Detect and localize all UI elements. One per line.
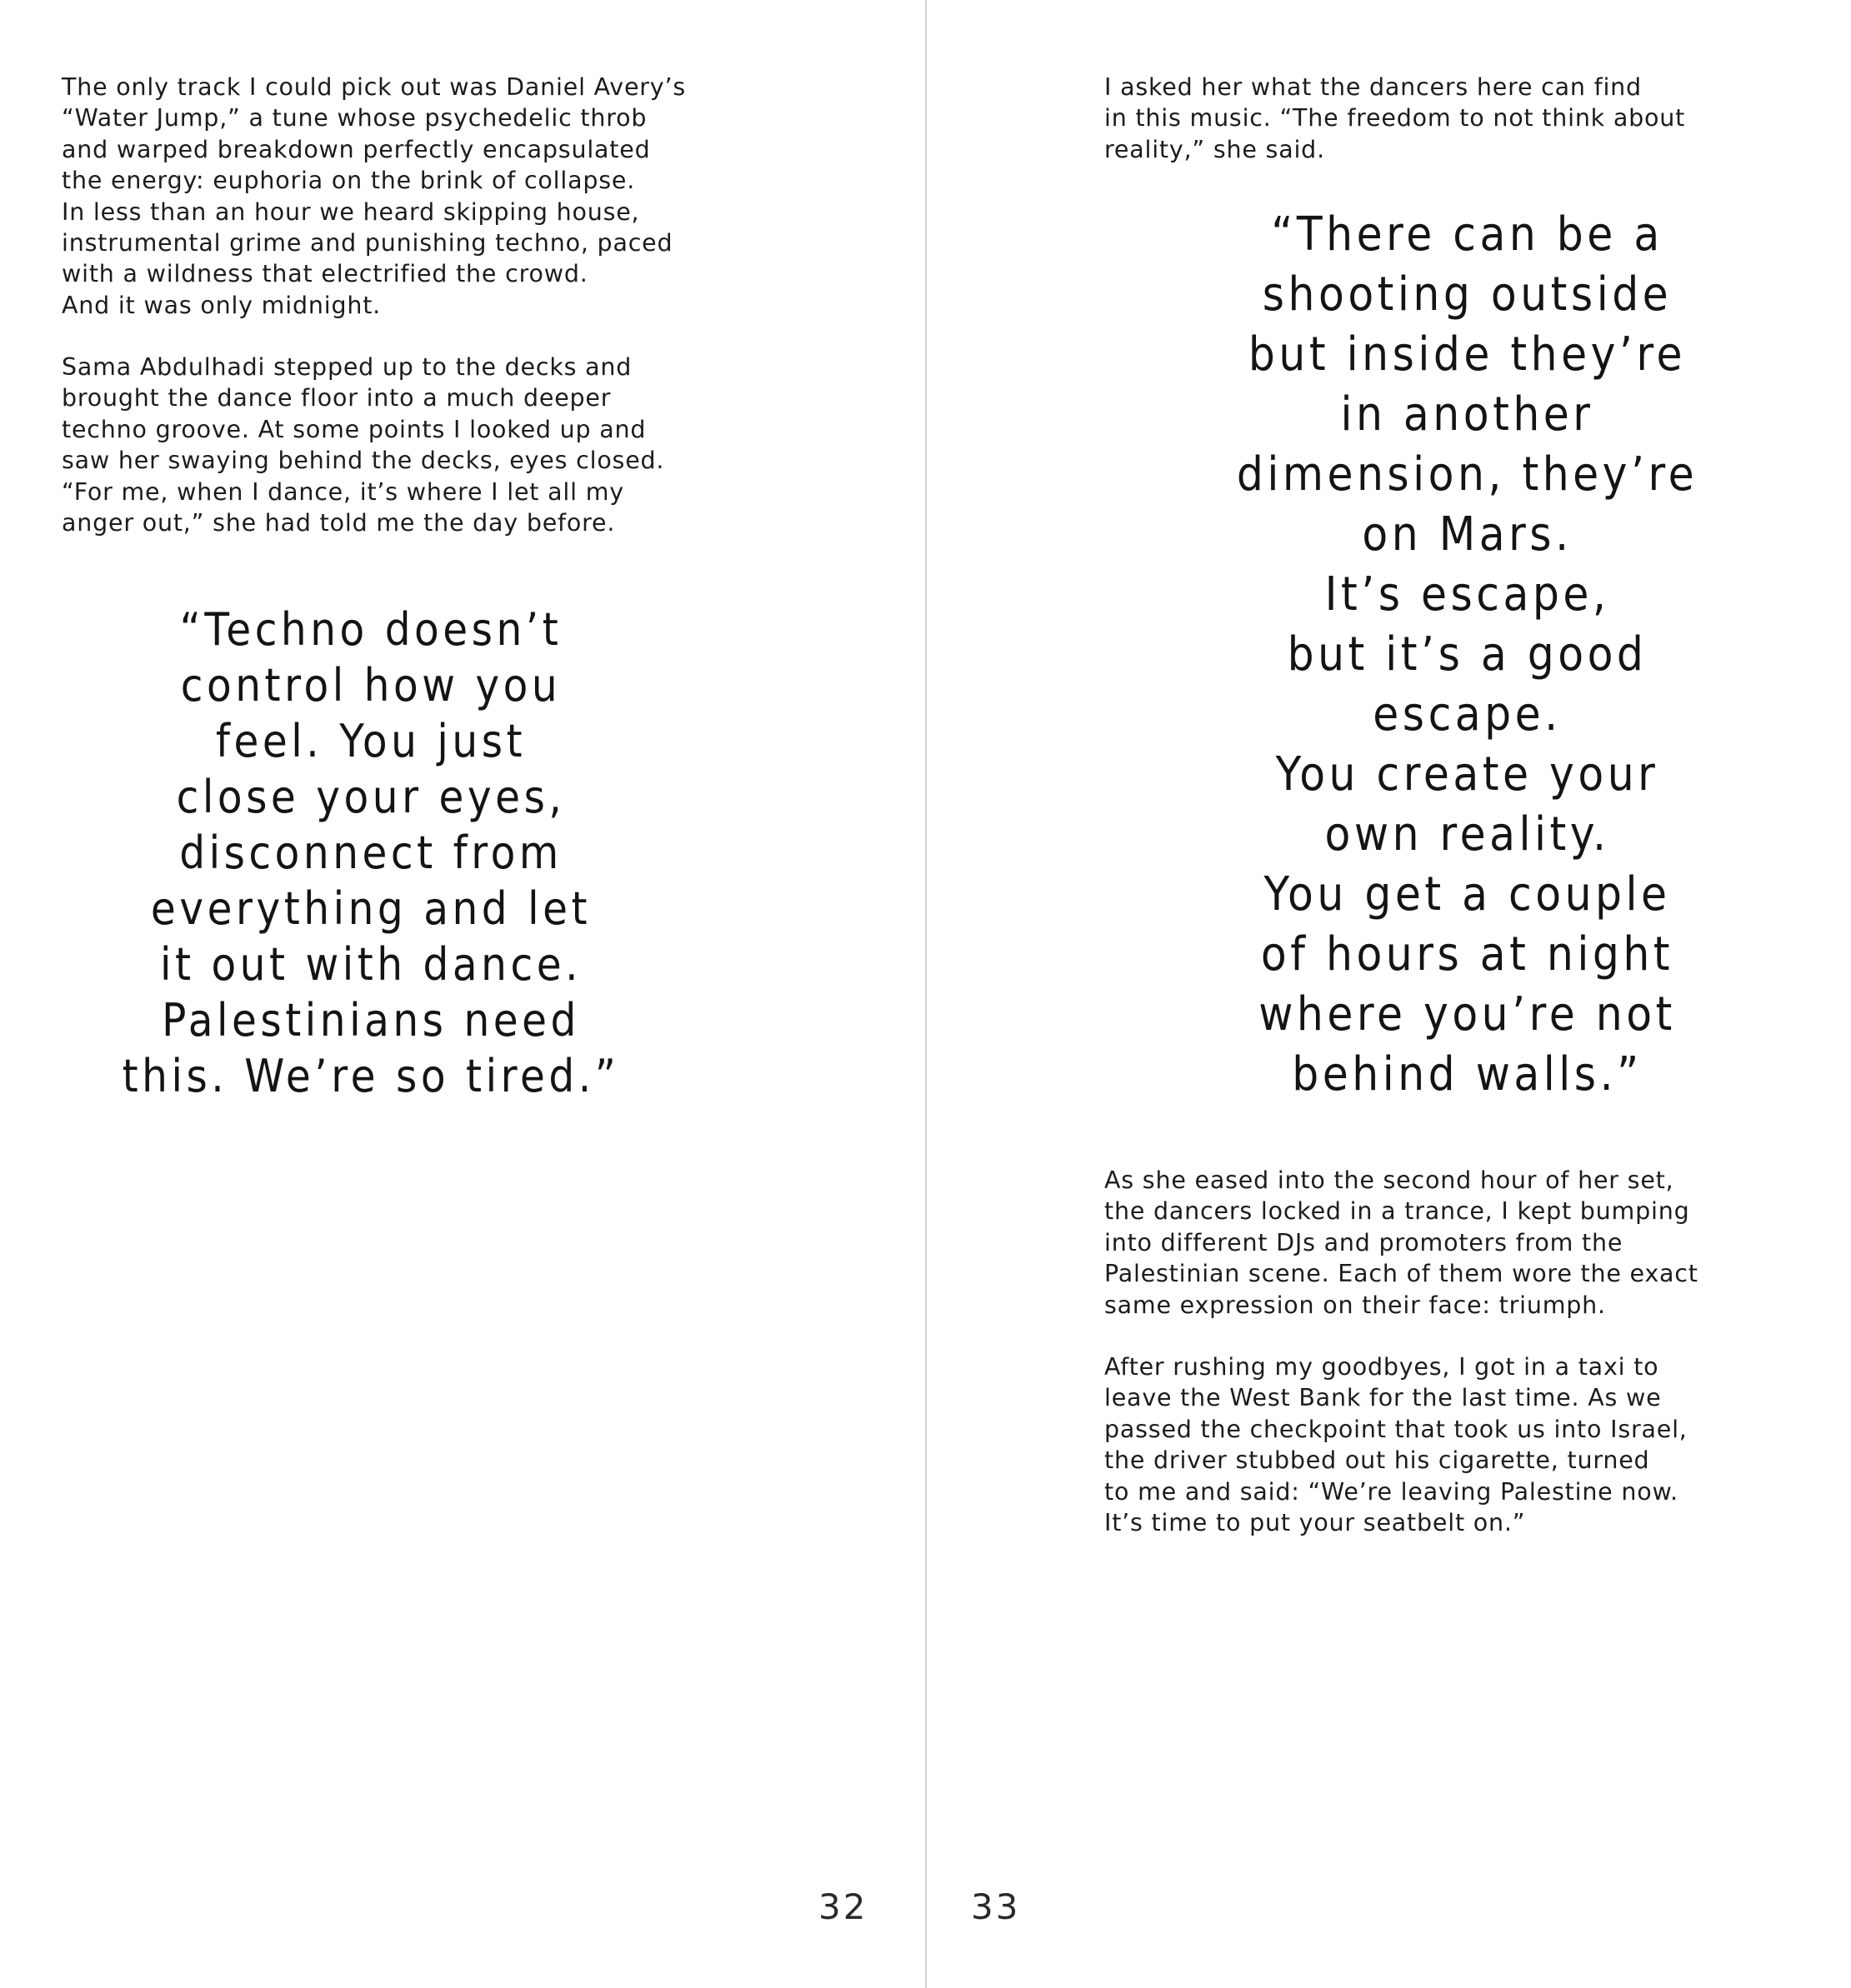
page-number-left: 32: [818, 1886, 868, 1927]
body-paragraph-second-hour: As she eased into the second hour of her set, the dancers locked in a trance, I kept bumping into different DJs and promoters from the Palestinian scene. Each of them wore the exact same expression on their face: triumph.: [1104, 1166, 1698, 1319]
body-paragraph-goodbyes: After rushing my goodbyes, I got in a taxi to leave the West Bank for the last time. As we passed the checkpoint that took us into Israel, the driver stubbed out his cigarette, turned to me and said: “We’re leaving Palestine now. It’s time to put your seatbelt on.”: [1104, 1353, 1688, 1537]
pull-quote-techno: “Techno doesn’t control how you feel. You just close your eyes, disconnect from everything and let it out with dance. Palestinians need this. We’re so tired.”: [122, 603, 620, 1102]
body-paragraph-abdulhadi: Sama Abdulhadi stepped up to the decks and brought the dance floor into a much deeper techno groove. At some points I looked up and saw her swaying behind the decks, eyes closed. “For me, when I dance, it’s where I let all my anger out,” she had told me the day before.: [62, 353, 665, 537]
body-paragraph-freedom: I asked her what the dancers here can find in this music. “The freedom to not think about reality,” she said.: [1104, 73, 1686, 163]
body-paragraph-avery: The only track I could pick out was Daniel Avery’s “Water Jump,” a tune whose psychedelic throb and warped breakdown perfectly encapsulated the energy: euphoria on the brink of collapse. In less than an hour we heard skipping house, instrumental grime and punishing techno, paced with a wildness that electrified the crowd. And it was only midnight.: [62, 73, 686, 319]
right-page: [926, 0, 1851, 1988]
pull-quote-mars: “There can be a shooting outside but inside they’re in another dimension, they’re on Mars. It’s escape, but it’s a good escape. You create your own reality. You get a couple of hours at night where you’re not behind walls.”: [1236, 207, 1698, 1101]
left-page: [0, 0, 925, 1988]
page-number-right: 33: [971, 1886, 1021, 1927]
